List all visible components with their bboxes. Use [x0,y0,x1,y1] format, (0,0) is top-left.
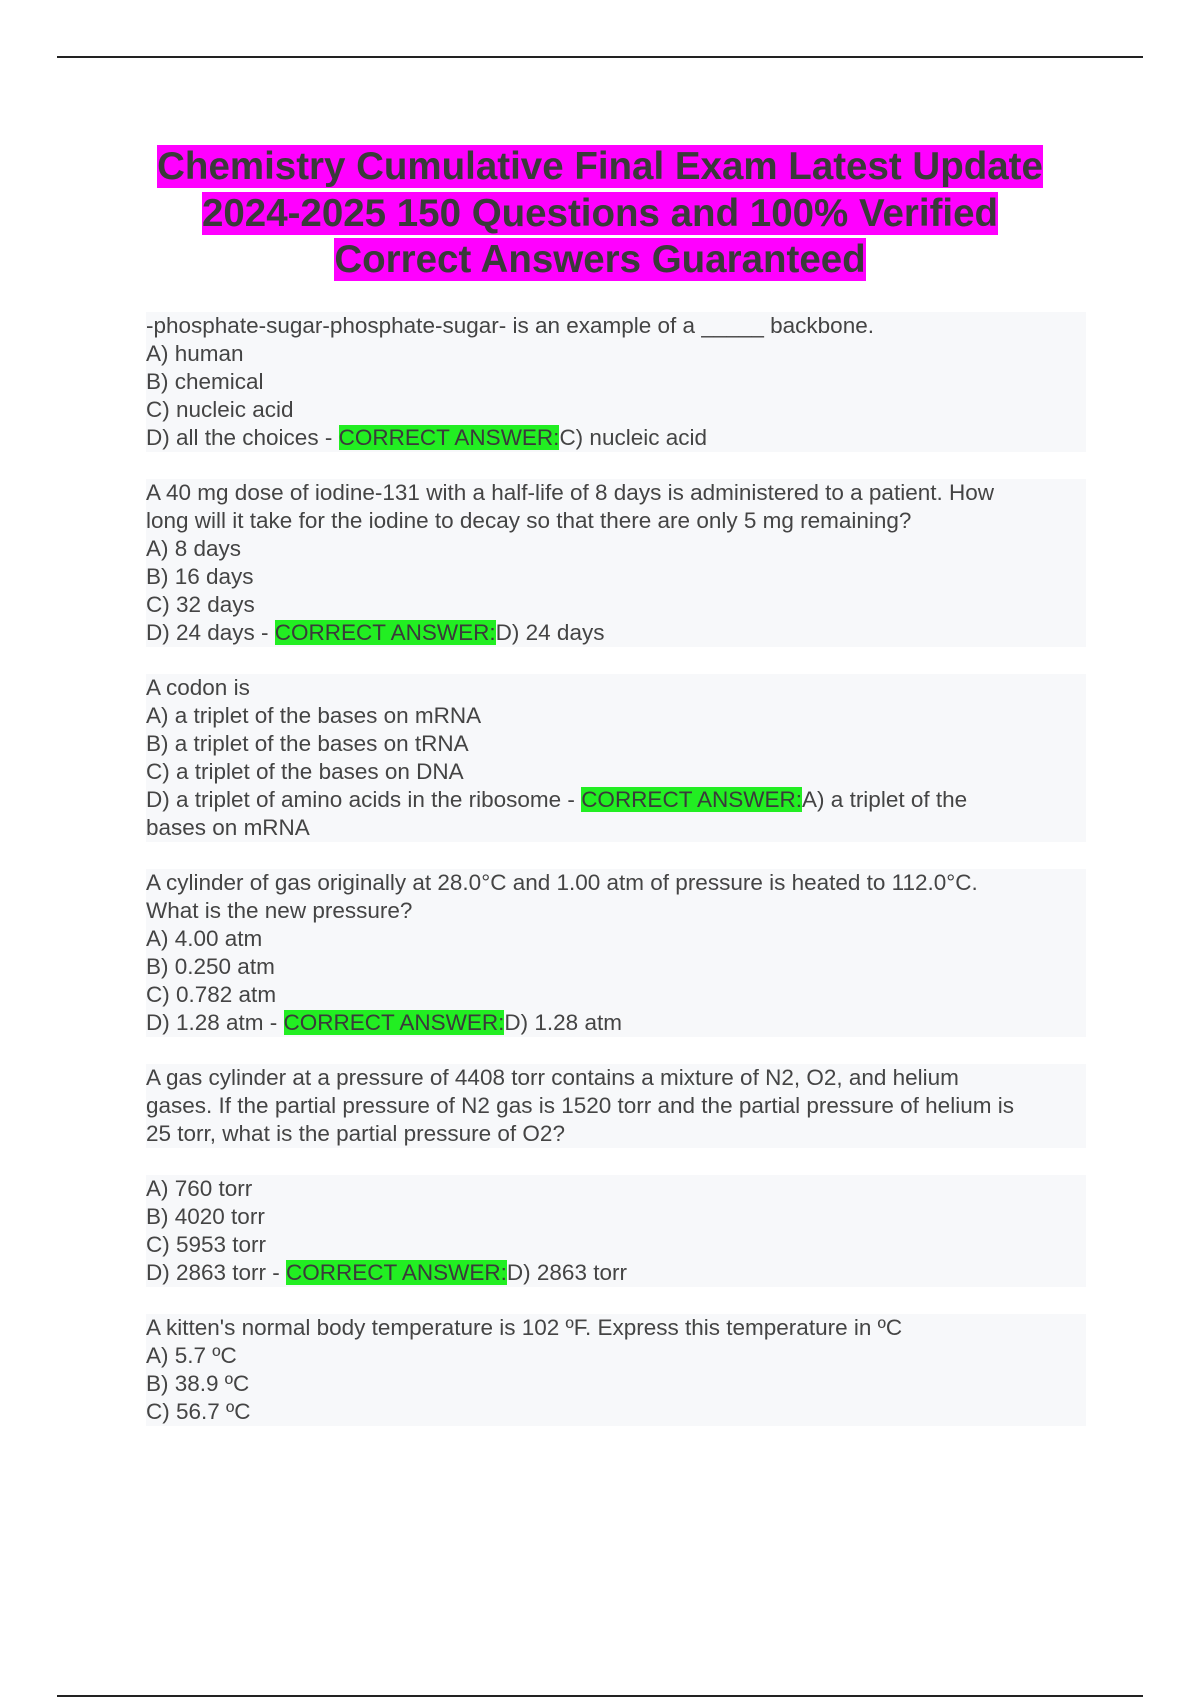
answer-text: C) nucleic acid [559,425,707,450]
option-c: C) 0.782 atm [146,981,1086,1009]
question-stem: gases. If the partial pressure of N2 gas is 1520 torr and the partial pressure of helium is [146,1092,1086,1120]
option-d: D) 1.28 atm - [146,1010,284,1035]
question-stem: A cylinder of gas originally at 28.0°C and 1.00 atm of pressure is heated to 112.0°C. [146,869,1086,897]
bottom-rule [57,1695,1143,1697]
option-d-with-answer [146,619,1086,647]
title-line-3: Correct Answers Guaranteed [334,238,866,281]
question-6 [146,1314,1086,1426]
option-b: B) 4020 torr [146,1203,1086,1231]
option-d-with-answer [146,1259,1086,1287]
option-c: C) 56.7 ºC [146,1398,1086,1426]
answer-text: D) 24 days [495,620,605,645]
answer-text: D) 1.28 atm [504,1010,622,1035]
option-d-with-answer [146,786,1086,814]
option-b: B) 0.250 atm [146,953,1086,981]
option-b: B) 38.9 ºC [146,1370,1086,1398]
option-b: B) 16 days [146,563,1086,591]
option-d: D) a triplet of amino acids in the ribosome - [146,787,582,812]
question-stem: A gas cylinder at a pressure of 4408 torr contains a mixture of N2, O2, and helium [146,1064,1086,1092]
option-a: A) 5.7 ºC [146,1342,1086,1370]
question-stem: long will it take for the iodine to decay so that there are only 5 mg remaining? [146,507,1086,535]
option-c: C) 32 days [146,591,1086,619]
question-stem: 25 torr, what is the partial pressure of O2? [146,1120,1086,1148]
document-title [100,144,1100,284]
question-stem: What is the new pressure? [146,897,1086,925]
option-d: D) 2863 torr - [146,1260,287,1285]
question-stem: A codon is [146,674,1086,702]
option-b: B) a triplet of the bases on tRNA [146,730,1086,758]
title-line-1: Chemistry Cumulative Final Exam Latest Update [157,145,1043,188]
question-4 [146,869,1086,1037]
title-line-2: 2024-2025 150 Questions and 100% Verified [201,191,999,235]
option-a: A) 760 torr [146,1175,1086,1203]
option-d: D) all the choices - [146,425,339,450]
option-a: A) a triplet of the bases on mRNA [146,702,1086,730]
option-b: B) chemical [146,368,1086,396]
question-stem: -phosphate-sugar-phosphate-sugar- is an example of a _____ backbone. [146,312,1086,340]
option-c: C) 5953 torr [146,1231,1086,1259]
question-3 [146,674,1086,842]
answer-text: A) a triplet of the [802,787,968,812]
option-d-with-answer [146,1009,1086,1037]
correct-answer-tag: CORRECT ANSWER: [581,787,803,812]
answer-text: D) 2863 torr [506,1260,627,1285]
answer-text-continued: bases on mRNA [146,814,1086,842]
correct-answer-tag: CORRECT ANSWER: [274,620,496,645]
question-list [146,312,1086,1453]
option-a: A) human [146,340,1086,368]
question-2 [146,479,1086,647]
blank-line [146,1148,1086,1175]
option-d-with-answer [146,424,1086,452]
option-a: A) 8 days [146,535,1086,563]
option-a: A) 4.00 atm [146,925,1086,953]
option-d: D) 24 days - [146,620,275,645]
question-stem: A kitten's normal body temperature is 102 ºF. Express this temperature in ºC [146,1314,1086,1342]
question-5 [146,1064,1086,1287]
question-stem: A 40 mg dose of iodine-131 with a half-life of 8 days is administered to a patient. How [146,479,1086,507]
correct-answer-tag: CORRECT ANSWER: [338,425,560,450]
correct-answer-tag: CORRECT ANSWER: [283,1010,505,1035]
option-c: C) nucleic acid [146,396,1086,424]
correct-answer-tag: CORRECT ANSWER: [286,1260,507,1285]
option-c: C) a triplet of the bases on DNA [146,758,1086,786]
question-1 [146,312,1086,452]
top-rule [57,56,1143,58]
